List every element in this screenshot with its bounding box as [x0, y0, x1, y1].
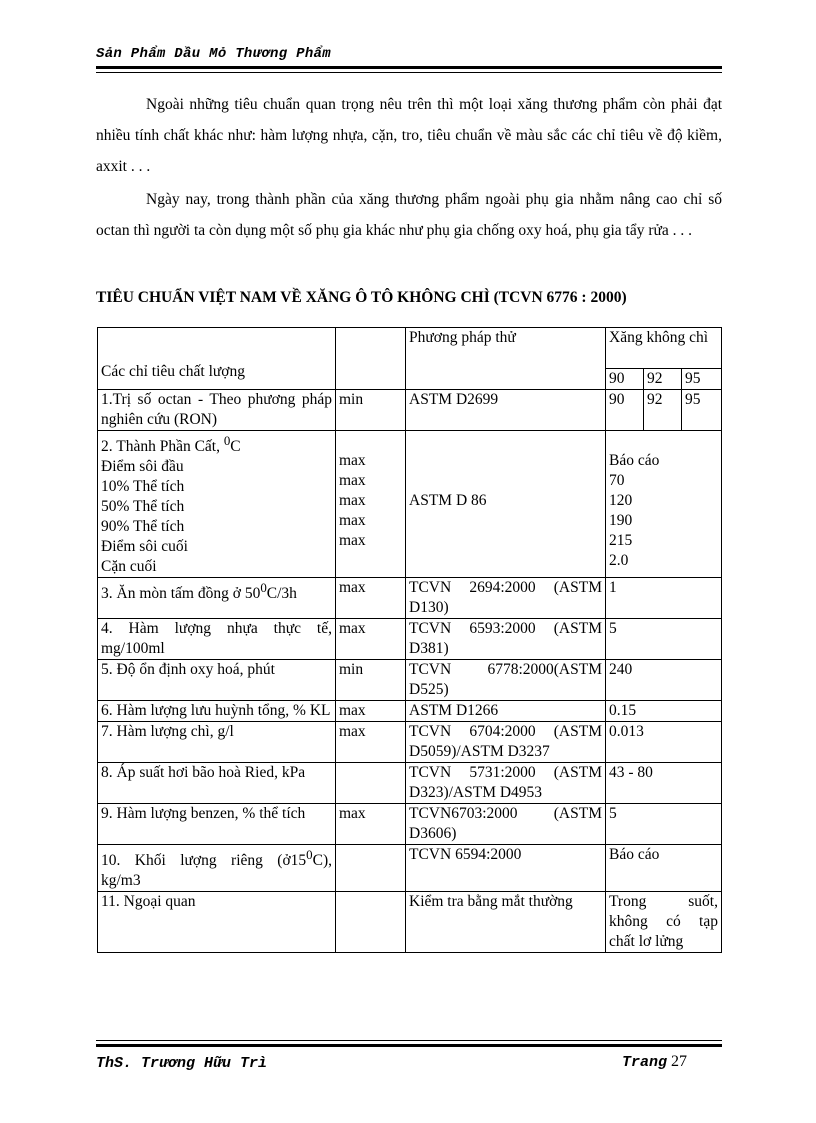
limit-cell [336, 892, 406, 953]
value-cell: 5 [606, 804, 722, 845]
value-cell: 240 [606, 660, 722, 701]
method-cell: TCVN 5731:2000 (ASTM D323)/ASTM D4953 [406, 763, 606, 804]
footer-page [622, 1053, 687, 1071]
limit-cell: max [336, 722, 406, 763]
limit-cell: max [336, 578, 406, 619]
limit-cell [336, 845, 406, 892]
value-cell: 90 [606, 390, 644, 431]
value-cell: 95 [682, 390, 722, 431]
method-cell: Kiểm tra bằng mắt thường [406, 892, 606, 953]
value-cell: 5 [606, 619, 722, 660]
method-cell: ASTM D 86 [406, 431, 606, 578]
limit-cell [336, 763, 406, 804]
paragraph-2: Ngày nay, trong thành phần của xăng thương phẩm ngoài phụ gia nhằm nâng cao chỉ số octan thì người ta còn dụng một số phụ gia khác như phụ gia chống oxy hoá, phụ gia tẩy rửa . . . [96, 191, 722, 239]
method-cell: ASTM D2699 [406, 390, 606, 431]
distillation-item: Cặn cuối [101, 558, 157, 576]
criteria-cell: 8. Áp suất hơi bão hoà Ried, kPa [98, 763, 336, 804]
criteria-cell: 4. Hàm lượng nhựa thực tế, mg/100ml [98, 619, 336, 660]
distillation-item: 10% Thể tích [101, 478, 185, 496]
criteria-cell: 6. Hàm lượng lưu huỳnh tổng, % KL [98, 701, 336, 722]
header-criteria: Các chỉ tiêu chất lượng [98, 328, 336, 390]
distillation-item: Điểm sôi đầu [101, 458, 184, 476]
limit-cell: max [336, 619, 406, 660]
distillation-item: Điểm sôi cuối [101, 538, 188, 556]
distillation-item: 90% Thể tích [101, 518, 185, 536]
criteria-cell: 2. Thành Phần Cất, $^0$C Điểm sôi đầu 10% Thể tích 50% Thể tích 90% Thể tích Điểm sôi cuối Cặn cuối [98, 431, 336, 578]
method-cell: TCVN 2694:2000 (ASTM D130) [406, 578, 606, 619]
table-row [98, 804, 722, 845]
method-cell: ASTM D1266 [406, 701, 606, 722]
header-limit [336, 328, 406, 390]
header-rule-thick [96, 66, 722, 69]
section-title: TIÊU CHUẨN VIỆT NAM VỀ XĂNG Ô TÔ KHÔNG CHÌ (TCVN 6776 : 2000) [96, 289, 627, 306]
table-row [98, 892, 722, 953]
table-row [98, 763, 722, 804]
value-cell: 0.15 [606, 701, 722, 722]
table-row-distillation [98, 431, 722, 578]
limit-cell: max [336, 701, 406, 722]
table-row [98, 701, 722, 722]
limit-cell: min [336, 390, 406, 431]
limit-cell: min [336, 660, 406, 701]
criteria-cell: 10. Khối lượng riêng $(ở15^0C)$, kg/m3 [98, 845, 336, 892]
table-row [98, 722, 722, 763]
table-row-octane [98, 390, 722, 431]
page-number: 27 [671, 1053, 688, 1070]
spec-table [97, 327, 722, 953]
criteria-cell: 11. Ngoại quan [98, 892, 336, 953]
header-grade: 92 [644, 369, 682, 390]
value-cell: 43 - 80 [606, 763, 722, 804]
header-method: Phương pháp thử [406, 328, 606, 390]
distillation-item: 50% Thể tích [101, 498, 185, 516]
header-grade: 95 [682, 369, 722, 390]
method-cell: TCVN 6778:2000(ASTM D525) [406, 660, 606, 701]
value-cell: 1 [606, 578, 722, 619]
value-cell: Báo cáo [606, 845, 722, 892]
limit-cell: max [336, 804, 406, 845]
criteria-cell: 3. Ăn mòn tấm đồng ở $50^0C/3h$ [98, 578, 336, 619]
criteria-cell: 9. Hàm lượng benzen, % thể tích [98, 804, 336, 845]
table-row [98, 578, 722, 619]
criteria-cell: 5. Độ ổn định oxy hoá, phút [98, 660, 336, 701]
table-row [98, 660, 722, 701]
criteria-cell: 7. Hàm lượng chì, g/l [98, 722, 336, 763]
footer-rule-thin [96, 1040, 722, 1041]
method-cell: TCVN 6704:2000 (ASTM D5059)/ASTM D3237 [406, 722, 606, 763]
footer-rule-thick [96, 1044, 722, 1047]
table-header-row [98, 328, 722, 369]
footer-author: ThS. Trương Hữu Trì [96, 1055, 268, 1072]
limit-cell: max max max max max [336, 431, 406, 578]
method-cell: TCVN 6594:2000 [406, 845, 606, 892]
header-rule-thin [96, 72, 722, 73]
value-cell: 92 [644, 390, 682, 431]
page-label: Trang [622, 1054, 668, 1071]
table-row [98, 619, 722, 660]
method-cell: TCVN6703:2000 (ASTM D3606) [406, 804, 606, 845]
running-header-title: Sản Phẩm Dầu Mỏ Thương Phẩm [96, 46, 331, 62]
header-product: Xăng không chì [606, 328, 722, 369]
value-cell: Báo cáo 70 120 190 215 2.0 [606, 431, 722, 578]
method-cell: TCVN 6593:2000 (ASTM D381) [406, 619, 606, 660]
paragraph-1: Ngoài những tiêu chuẩn quan trọng nêu trên thì một loại xăng thương phẩm còn phải đạt nhiều tính chất khác như: hàm lượng nhựa, cặn, tro, tiêu chuẩn về màu sắc các chỉ tiêu về độ kiềm, axxit . . . [96, 96, 722, 175]
header-grade: 90 [606, 369, 644, 390]
table-row [98, 845, 722, 892]
value-cell: 0.013 [606, 722, 722, 763]
value-cell: Trong suốt, không có tạp chất lơ lửng [606, 892, 722, 953]
criteria-cell: 1.Trị số octan - Theo phương pháp nghiên cứu (RON) [98, 390, 336, 431]
